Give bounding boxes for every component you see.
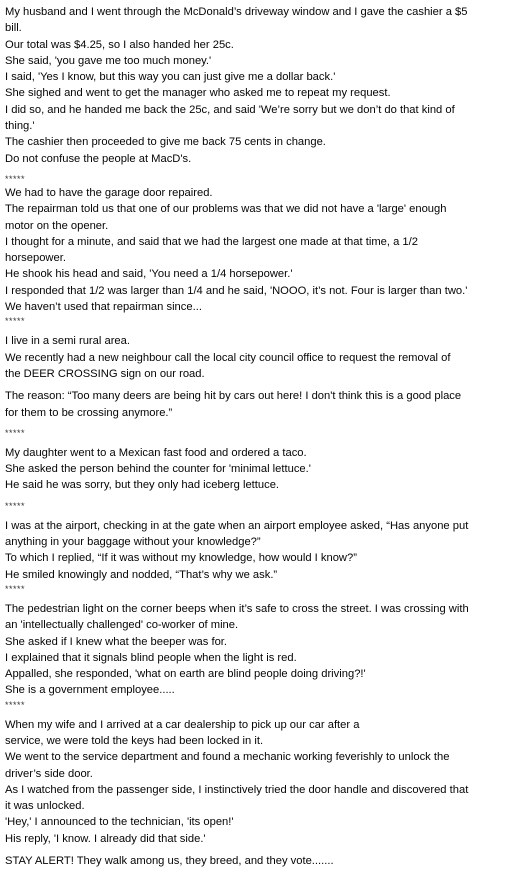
text-line: thing.' (5, 120, 35, 133)
text-line: I thought for a minute, and said that we had the largest one made at that time, a 1/2 (5, 235, 418, 248)
separator: ***** (5, 427, 26, 438)
text-line: for them to be crossing anymore.” (5, 406, 173, 419)
text-line: She asked if I knew what the beeper was for. (5, 635, 228, 648)
text-line: The reason: “Too many deers are being hit by cars out here! I don't think this is a good place (5, 390, 462, 403)
text-line: To which I replied, “If it was without my knowledge, how would I know?” (5, 552, 357, 565)
text-line: We haven’t used that repairman since... (5, 301, 202, 314)
text-line: He smiled knowingly and nodded, “That’s why we ask.” (5, 568, 278, 581)
text-line: She is a government employee..... (5, 684, 175, 697)
text-line: I responded that 1/2 was larger than 1/4 and he said, 'NOOO, it’s not. Four is larger than two.' (5, 284, 468, 297)
text-line: She asked the person behind the counter for 'minimal lettuce.' (5, 463, 311, 476)
text-line: I was at the airport, checking in at the gate when an airport employee asked, “Has anyone put (5, 519, 469, 532)
text-line: He shook his head and said, 'You need a 1/4 horsepower.' (5, 268, 293, 281)
separator: ***** (5, 500, 26, 511)
text-line: Our total was $4.25, so I also handed her 25c. (5, 38, 234, 51)
text-line: Appalled, she responded, 'what on earth are blind people doing driving?!' (5, 668, 366, 681)
text-line: Do not confuse the people at MacD's. (5, 152, 192, 165)
text-line: horsepower. (5, 252, 66, 265)
text-line: an 'intellectually challenged' co-worker of mine. (5, 619, 239, 632)
text-line: The cashier then proceeded to give me back 75 cents in change. (5, 136, 326, 149)
story-taco (5, 445, 504, 494)
text-line: it was unlocked. (5, 800, 85, 813)
text-line: driver’s side door. (5, 767, 93, 780)
text-line: The pedestrian light on the corner beeps when it’s safe to cross the street. I was crossing with (5, 602, 469, 615)
text-line: As I watched from the passenger side, I instinctively tried the door handle and discovered that (5, 783, 469, 796)
text-line: She sighed and went to get the manager who asked me to repeat my request. (5, 87, 391, 100)
separator: ***** (5, 583, 26, 594)
separator: ***** (5, 699, 26, 710)
text-line: service, we were told the keys had been locked in it. (5, 734, 264, 747)
text-line: We went to the service department and found a mechanic working feverishly to unlock the (5, 751, 450, 764)
text-line: My daughter went to a Mexican fast food and ordered a taco. (5, 446, 307, 459)
story-garage-door (5, 185, 504, 315)
text-line: 'Hey,' I announced to the technician, 'its open!' (5, 816, 234, 829)
story-mcdonalds (5, 4, 504, 167)
text-line: motor on the opener. (5, 219, 109, 232)
separator: ***** (5, 316, 26, 327)
text-line: I did so, and he handed me back the 25c, and said 'We’re sorry but we don’t do that kind of (5, 103, 455, 116)
text-line: She said, 'you gave me too much money.' (5, 54, 212, 67)
text-line: the DEER CROSSING sign on our road. (5, 367, 205, 380)
text-line: bill. (5, 22, 22, 35)
story-pedestrian-light (5, 601, 504, 699)
text-line: My husband and I went through the McDonald’s driveway window and I gave the cashier a $5 (5, 6, 468, 18)
text-line: We had to have the garage door repaired. (5, 186, 213, 199)
text-line: His reply, 'I know. I already did that side.' (5, 832, 206, 845)
closing-line: STAY ALERT! They walk among us, they breed, and they vote....... (5, 855, 334, 868)
text-line: I explained that it signals blind people when the light is red. (5, 651, 297, 664)
text-line: anything in your baggage without your knowledge?” (5, 536, 261, 549)
story-airport (5, 518, 504, 583)
text-line: We recently had a new neighbour call the local city council office to request the removal of (5, 351, 451, 364)
story-deer-crossing (5, 333, 504, 420)
text-line: I live in a semi rural area. (5, 335, 130, 348)
text-line: When my wife and I arrived at a car dealership to pick up our car after a (5, 718, 360, 731)
text-line: He said he was sorry, but they only had iceberg lettuce. (5, 479, 280, 492)
text-line: I said, 'Yes I know, but this way you can just give me a dollar back.' (5, 71, 336, 84)
text-line: The repairman told us that one of our problems was that we did not have a 'large' enough (5, 203, 447, 216)
separator: ***** (5, 173, 26, 184)
story-car-dealership (5, 717, 504, 847)
